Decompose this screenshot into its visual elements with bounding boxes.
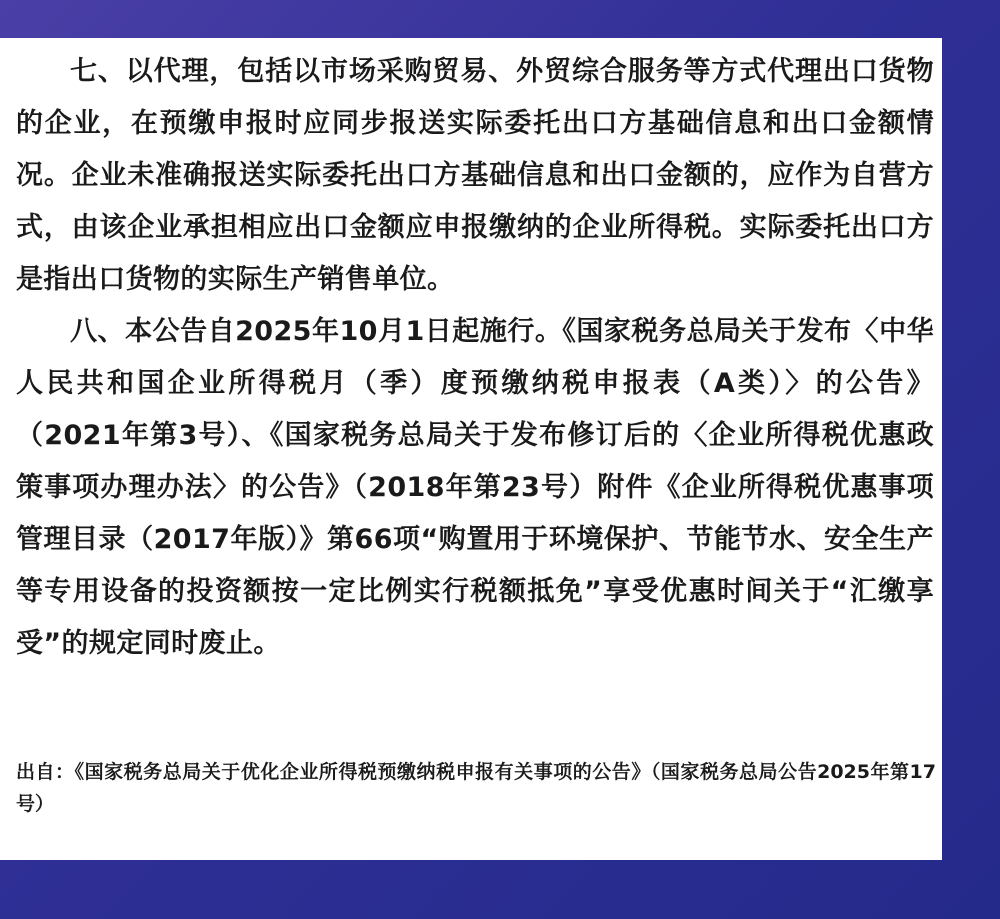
document-card — [0, 38, 942, 860]
article-paragraph-7: 七、以代理，包括以市场采购贸易、外贸综合服务等方式代理出口货物的企业，在预缴申报时应同步报送实际委托出口方基础信息和出口金额情况。企业未准确报送实际委托出口方基础信息和出口金额的，应作为自营方式，由该企业承担相应出口金额应申报缴纳的企业所得税。实际委托出口方是指出口货物的实际生产销售单位。 — [16, 56, 934, 295]
article-paragraph-8: 八、本公告自2025年10月1日起施行。《国家税务总局关于发布〈中华人民共和国企业所得税月（季）度预缴纳税申报表（A类）〉的公告》（2021年第3号）、《国家税务总局关于发布修订后的〈企业所得税优惠政策事项办理办法〉的公告》（2018年第23号）附件《企业所得税优惠事项管理目录（2017年版）》第66项“购置用于环境保护、节能节水、安全生产等专用设备的投资额按一定比例实行税额抵免”享受优惠时间关于“汇缴享受”的规定同时废止。 — [16, 316, 934, 659]
source-citation: 出自：《国家税务总局关于优化企业所得税预缴纳税申报有关事项的公告》（国家税务总局公告2025年第17号） — [16, 761, 936, 815]
